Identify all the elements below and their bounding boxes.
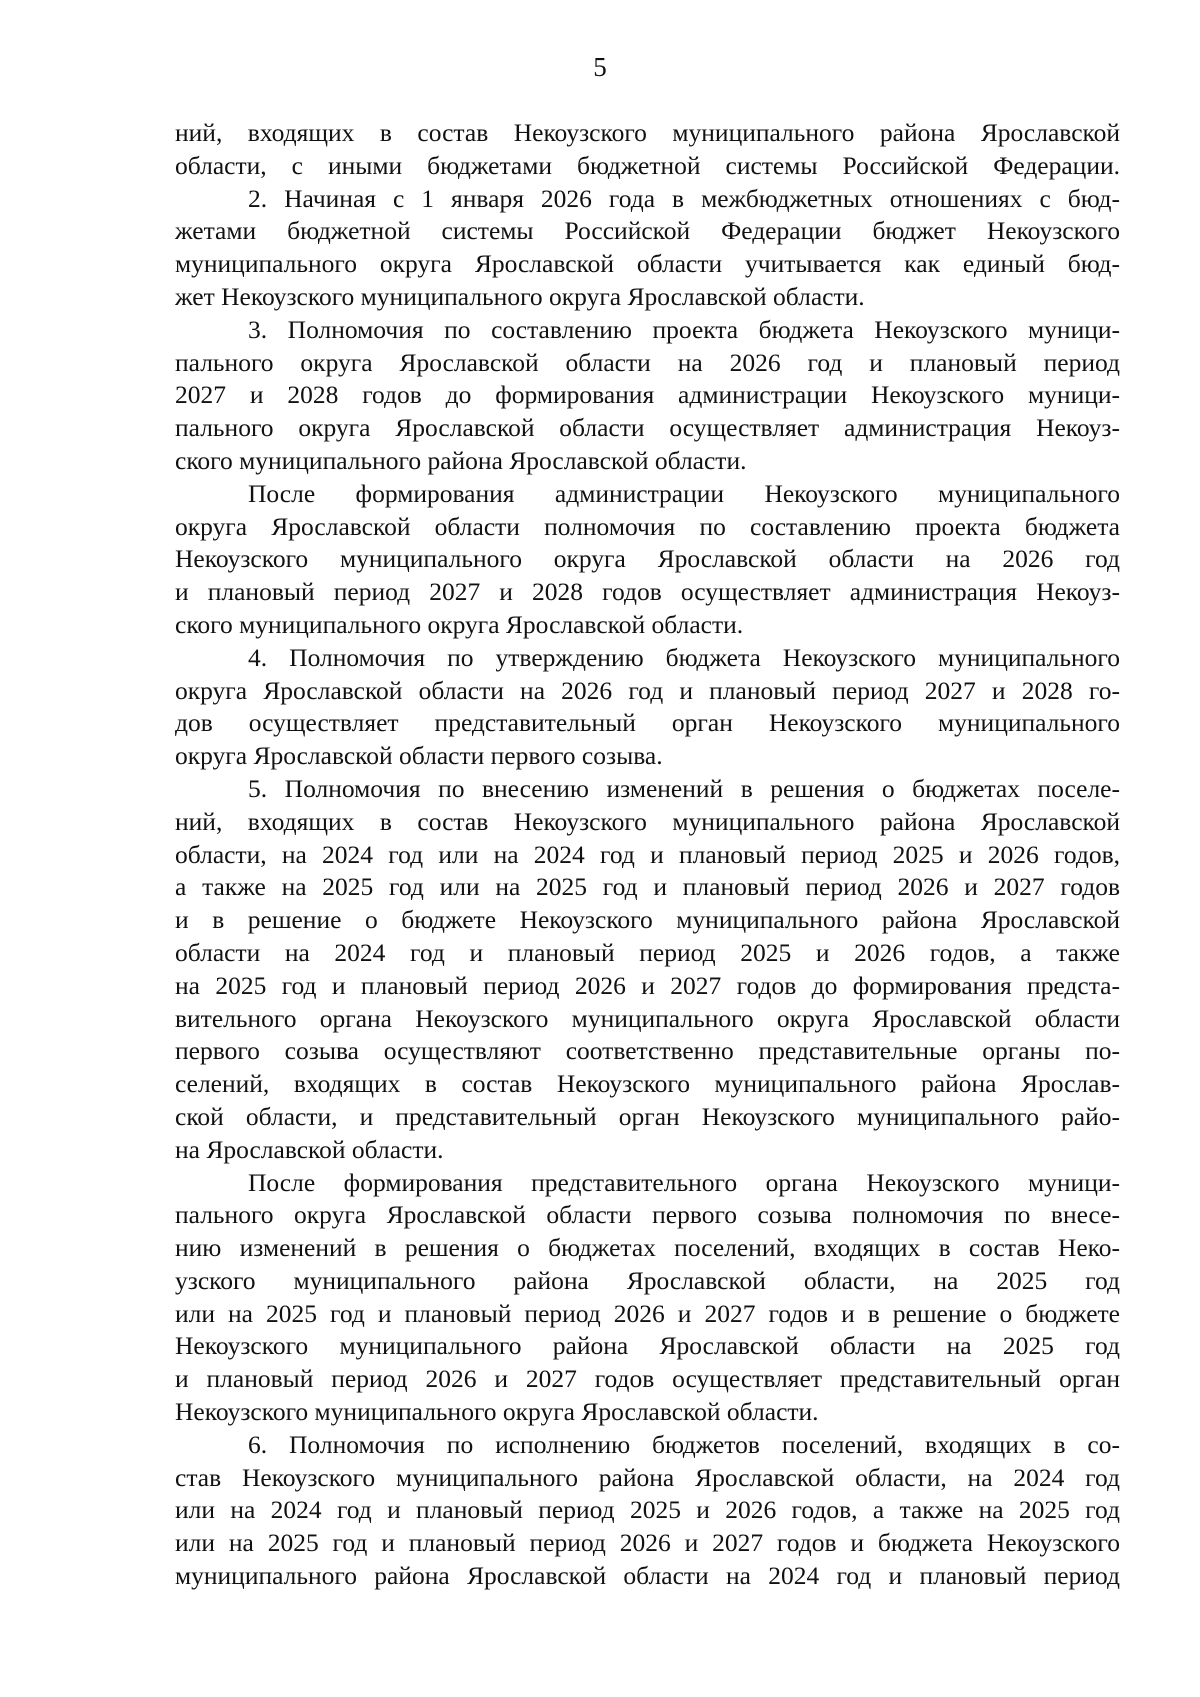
paragraph-item-3-after <box>175 478 1120 642</box>
text-line: ской области, и представительный орган Некоузского муниципального райо- <box>175 1101 1120 1131</box>
paragraph-item-6 <box>175 1429 1120 1593</box>
text-line: округа Ярославской области на 2026 год и плановый период 2027 и 2028 го- <box>175 675 1120 705</box>
text-line: и в решение о бюджете Некоузского муниципального района Ярославской <box>175 905 1120 935</box>
text-line: и плановый период 2027 и 2028 годов осуществляет администрация Некоуз- <box>175 577 1120 607</box>
text-line: После формирования администрации Некоузского муниципального <box>248 478 1120 508</box>
text-line: и плановый период 2026 и 2027 годов осуществляет представительный орган <box>175 1364 1120 1394</box>
text-line: узского муниципального района Ярославской области, на 2025 год <box>175 1265 1120 1295</box>
text-line: ского муниципального округа Ярославской области. <box>175 609 744 639</box>
text-line: жетами бюджетной системы Российской Федерации бюджет Некоузского <box>175 216 1120 246</box>
text-line: Некоузского муниципального округа Ярославской области. <box>175 1397 819 1427</box>
text-line: 2. Начиная с 1 января 2026 года в межбюджетных отношениях с бюд- <box>248 183 1120 213</box>
text-line: области, на 2024 год или на 2024 год и плановый период 2025 и 2026 годов, <box>175 839 1120 869</box>
text-line: став Некоузского муниципального района Ярославской области, на 2024 год <box>175 1462 1120 1492</box>
text-line: округа Ярославской области первого созыва. <box>175 741 663 771</box>
text-line: пального округа Ярославской области осуществляет администрация Некоуз- <box>175 413 1120 443</box>
text-line: селений, входящих в состав Некоузского муниципального района Ярослав- <box>175 1069 1120 1099</box>
text-line: вительного органа Некоузского муниципального округа Ярославской области <box>175 1003 1120 1033</box>
paragraph-item-2 <box>175 183 1120 314</box>
paragraph-item-5-after <box>175 1167 1120 1429</box>
text-line: пального округа Ярославской области первого созыва полномочия по внесе- <box>175 1200 1120 1230</box>
text-line: ний, входящих в состав Некоузского муниципального района Ярославской <box>175 118 1120 147</box>
text-line: пального округа Ярославской области на 2026 год и плановый период <box>175 347 1120 377</box>
text-line: или на 2024 год и плановый период 2025 и 2026 годов, а также на 2025 год <box>175 1495 1120 1525</box>
text-line: 4. Полномочия по утверждению бюджета Некоузского муниципального <box>248 642 1120 672</box>
text-line: 6. Полномочия по исполнению бюджетов поселений, входящих в со- <box>248 1429 1120 1459</box>
text-line: области, с иными бюджетами бюджетной системы Российской Федерации. <box>175 150 1120 180</box>
text-line: округа Ярославской области полномочия по составлению проекта бюджета <box>175 511 1120 541</box>
text-line: на Ярославской области. <box>175 1134 444 1164</box>
text-line: муниципального округа Ярославской области учитывается как единый бюд- <box>175 249 1120 279</box>
paragraph-item-4 <box>175 642 1120 773</box>
paragraph-item-3 <box>175 314 1120 478</box>
text-line: 3. Полномочия по составлению проекта бюджета Некоузского муници- <box>248 314 1120 344</box>
text-line: 5. Полномочия по внесению изменений в решения о бюджетах поселе- <box>248 773 1120 803</box>
document-body <box>175 117 1120 1593</box>
text-line: или на 2025 год и плановый период 2026 и 2027 годов и бюджета Некоузского <box>175 1528 1120 1558</box>
text-line: первого созыва осуществляют соответственно представительные органы по- <box>175 1036 1120 1066</box>
text-line: области на 2024 год и плановый период 2025 и 2026 годов, а также <box>175 937 1120 967</box>
paragraph-item-5 <box>175 773 1120 1167</box>
page-number: 5 <box>593 52 607 82</box>
text-line: Некоузского муниципального района Ярославской области на 2025 год <box>175 1331 1120 1361</box>
text-line: дов осуществляет представительный орган Некоузского муниципального <box>175 708 1120 738</box>
text-line: 2027 и 2028 годов до формирования администрации Некоузского муници- <box>175 380 1120 410</box>
text-line: Некоузского муниципального округа Ярославской области на 2026 год <box>175 544 1120 574</box>
paragraph-continuation <box>175 117 1120 183</box>
text-line: муниципального района Ярославской области на 2024 год и плановый период <box>175 1561 1120 1591</box>
text-line: ского муниципального района Ярославской области. <box>175 445 747 475</box>
text-line: нию изменений в решения о бюджетах поселений, входящих в состав Неко- <box>175 1233 1120 1263</box>
text-line: на 2025 год и плановый период 2026 и 2027 годов до формирования предста- <box>175 970 1120 1000</box>
text-line: или на 2025 год и плановый период 2026 и 2027 годов и в решение о бюджете <box>175 1298 1120 1328</box>
text-line: ний, входящих в состав Некоузского муниципального района Ярославской <box>175 806 1120 836</box>
text-line: После формирования представительного органа Некоузского муници- <box>248 1167 1120 1197</box>
text-line: жет Некоузского муниципального округа Ярославской области. <box>175 281 865 311</box>
text-line: а также на 2025 год или на 2025 год и плановый период 2026 и 2027 годов <box>175 872 1120 902</box>
